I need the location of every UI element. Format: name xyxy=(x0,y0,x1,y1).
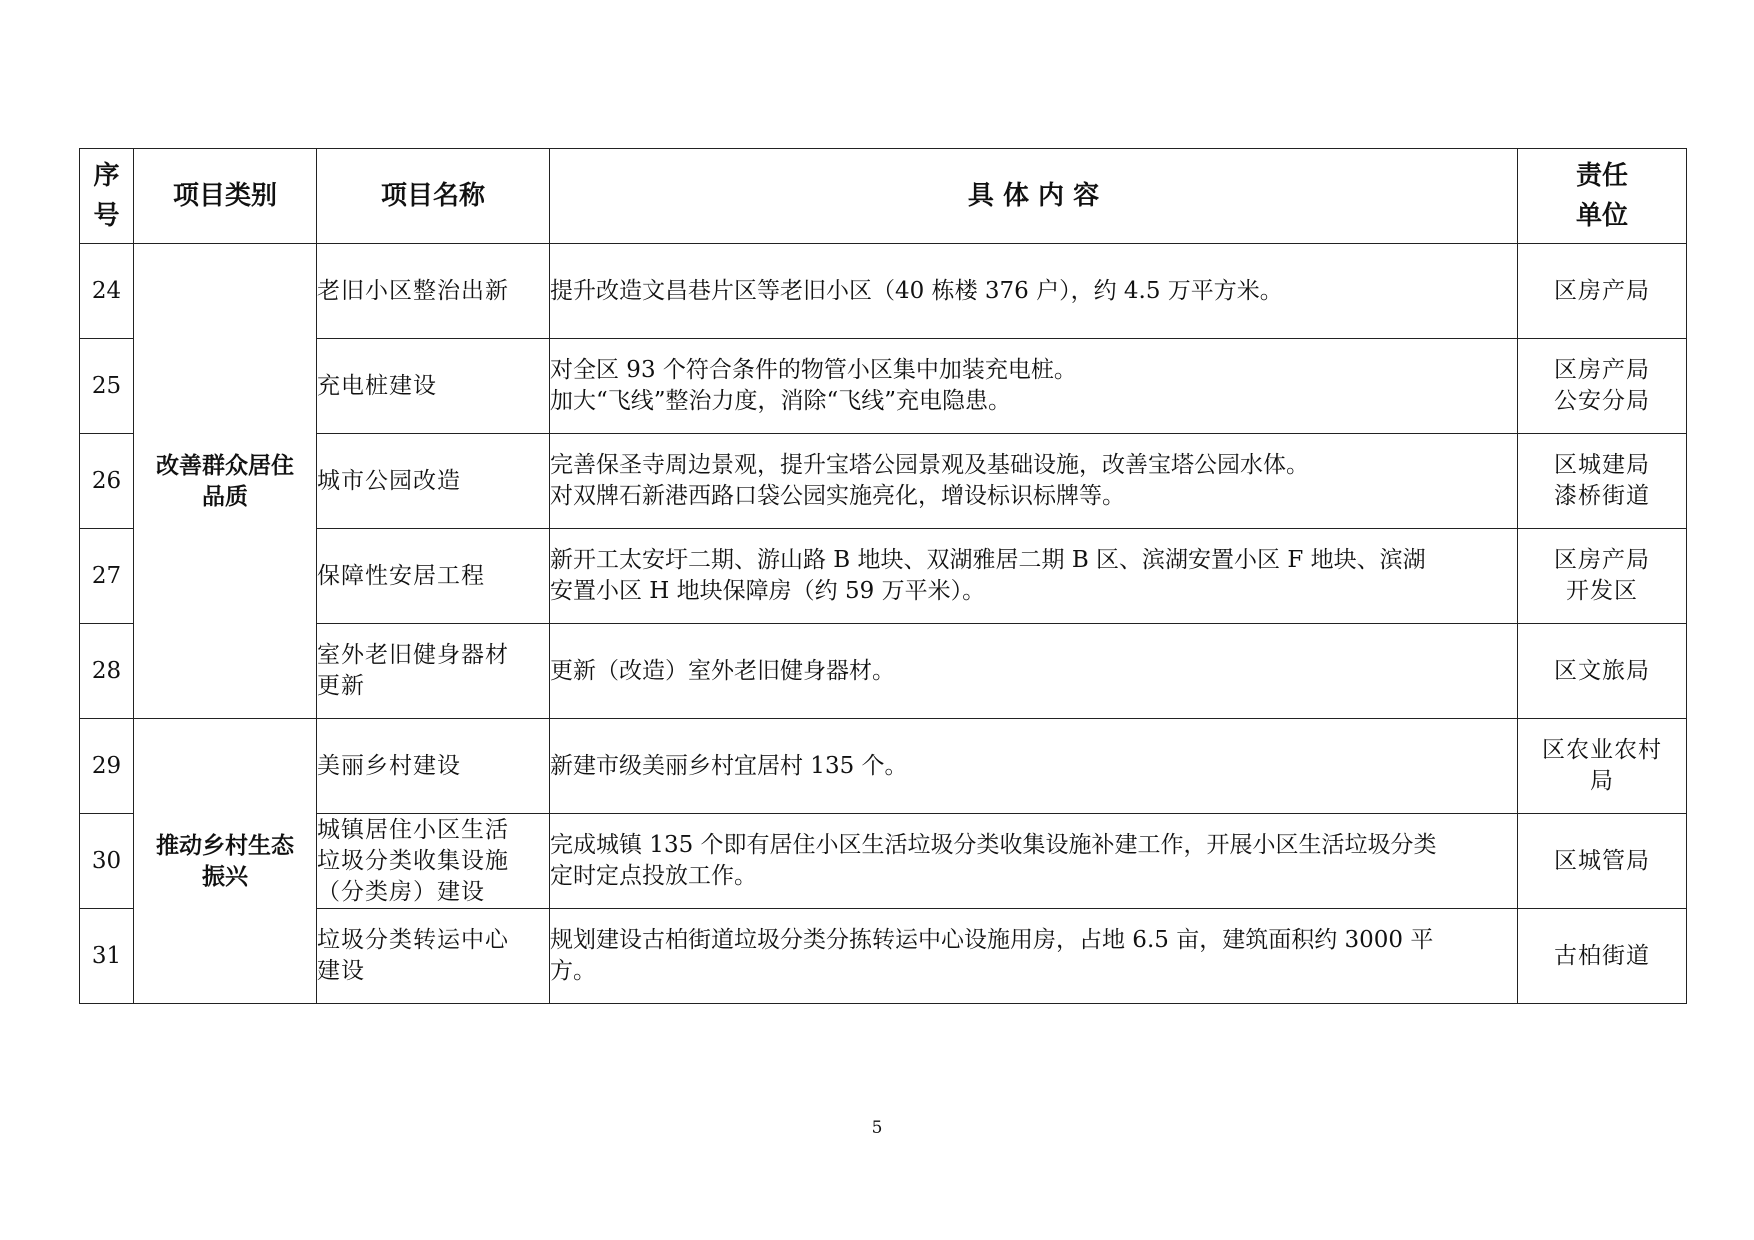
header-seq: 序 号 xyxy=(80,149,134,244)
row-content: 规划建设古柏街道垃圾分类分拣转运中心设施用房，占地 6.5 亩，建筑面积约 3000 平 方。 xyxy=(550,909,1518,1004)
header-category: 项目类别 xyxy=(134,149,317,244)
row-unit: 区农业农村 局 xyxy=(1518,719,1687,814)
row-content: 新建市级美丽乡村宜居村 135 个。 xyxy=(550,719,1518,814)
row-seq: 28 xyxy=(80,624,134,719)
row-name: 充电桩建设 xyxy=(317,339,550,434)
row-seq: 29 xyxy=(80,719,134,814)
table-row xyxy=(80,814,1687,909)
row-content: 完成城镇 135 个即有居住小区生活垃圾分类收集设施补建工作，开展小区生活垃圾分类 定时定点投放工作。 xyxy=(550,814,1518,909)
row-unit: 区城建局 漆桥街道 xyxy=(1518,434,1687,529)
row-unit: 区房产局 xyxy=(1518,244,1687,339)
row-name: 老旧小区整治出新 xyxy=(317,244,550,339)
row-content: 对全区 93 个符合条件的物管小区集中加装充电桩。 加大“飞线”整治力度，消除“飞线”充电隐患。 xyxy=(550,339,1518,434)
row-seq: 27 xyxy=(80,529,134,624)
table-row xyxy=(80,719,1687,814)
row-name: 保障性安居工程 xyxy=(317,529,550,624)
row-content: 提升改造文昌巷片区等老旧小区（40 栋楼 376 户），约 4.5 万平方米。 xyxy=(550,244,1518,339)
table-row xyxy=(80,244,1687,339)
table-row xyxy=(80,909,1687,1004)
table-row xyxy=(80,529,1687,624)
row-unit: 区房产局 开发区 xyxy=(1518,529,1687,624)
row-category: 改善群众居住 品质 xyxy=(134,244,317,719)
row-unit: 区房产局 公安分局 xyxy=(1518,339,1687,434)
row-seq: 31 xyxy=(80,909,134,1004)
row-seq: 24 xyxy=(80,244,134,339)
row-seq: 25 xyxy=(80,339,134,434)
table-row xyxy=(80,339,1687,434)
table-row xyxy=(80,434,1687,529)
row-seq: 26 xyxy=(80,434,134,529)
row-content: 新开工太安圩二期、游山路 B 地块、双湖雅居二期 B 区、滨湖安置小区 F 地块、滨湖 安置小区 H 地块保障房（约 59 万平米）。 xyxy=(550,529,1518,624)
row-name: 垃圾分类转运中心 建设 xyxy=(317,909,550,1004)
row-name: 城镇居住小区生活 垃圾分类收集设施 （分类房）建设 xyxy=(317,814,550,909)
row-seq: 30 xyxy=(80,814,134,909)
header-content: 具 体 内 容 xyxy=(550,149,1518,244)
row-name: 美丽乡村建设 xyxy=(317,719,550,814)
header-name: 项目名称 xyxy=(317,149,550,244)
table-row xyxy=(80,624,1687,719)
row-content: 完善保圣寺周边景观，提升宝塔公园景观及基础设施，改善宝塔公园水体。 对双牌石新港西路口袋公园实施亮化，增设标识标牌等。 xyxy=(550,434,1518,529)
header-row xyxy=(80,149,1687,244)
row-unit: 区文旅局 xyxy=(1518,624,1687,719)
row-unit: 区城管局 xyxy=(1518,814,1687,909)
row-name: 城市公园改造 xyxy=(317,434,550,529)
table-body xyxy=(80,244,1687,1004)
row-unit: 古柏街道 xyxy=(1518,909,1687,1004)
row-name: 室外老旧健身器材 更新 xyxy=(317,624,550,719)
header-unit: 责任 单位 xyxy=(1518,149,1687,244)
row-content: 更新（改造）室外老旧健身器材。 xyxy=(550,624,1518,719)
row-category: 推动乡村生态 振兴 xyxy=(134,719,317,1004)
project-table xyxy=(79,148,1687,1004)
page-number: 5 xyxy=(871,1118,883,1138)
